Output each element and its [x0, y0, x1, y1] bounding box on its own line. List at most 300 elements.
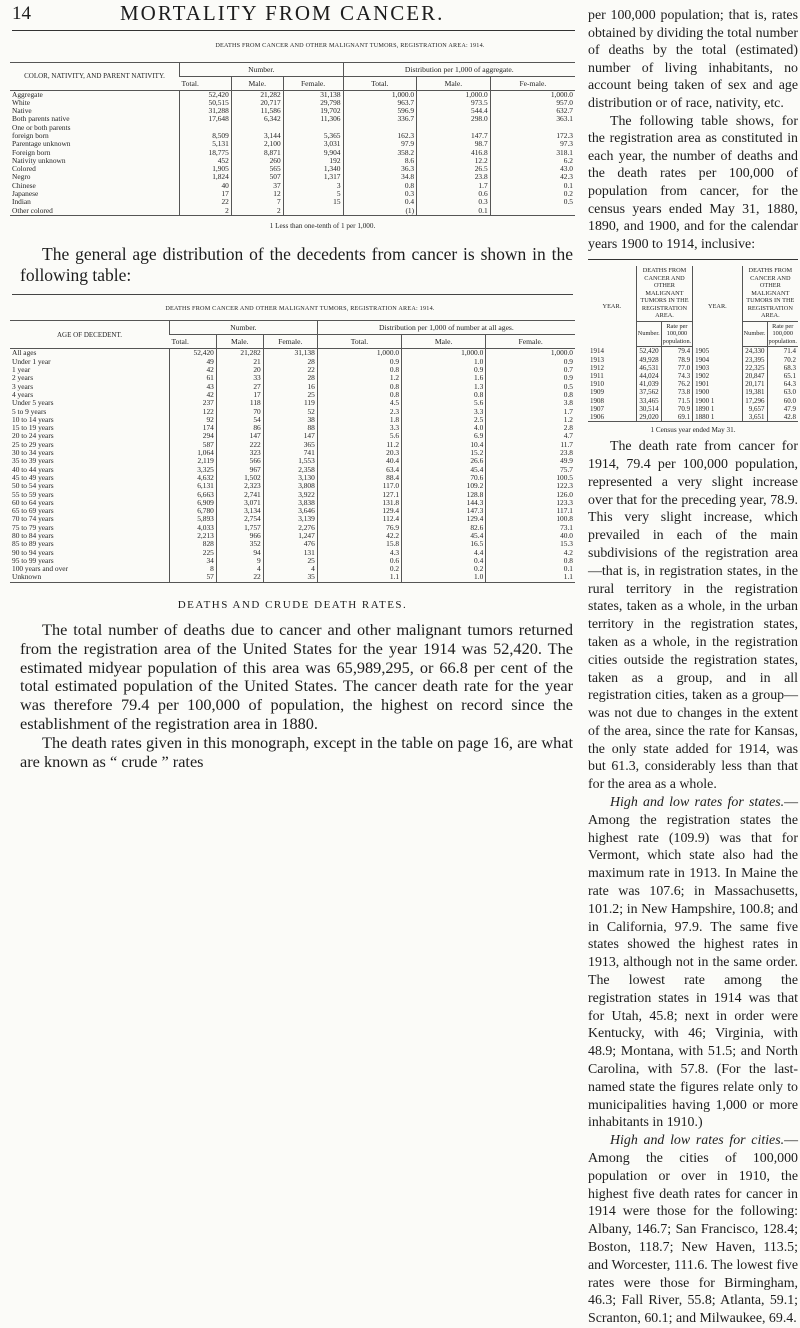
- table-row: [10, 157, 575, 165]
- row-label: 40 to 44 years: [12, 464, 54, 474]
- table2-subheader: Female.: [486, 335, 575, 349]
- cell-value: 15: [283, 198, 343, 206]
- cell-value: 21: [216, 358, 263, 366]
- row-label: All ages: [12, 348, 37, 358]
- cell-value: 40.0: [486, 532, 575, 540]
- cell-value: 3,031: [283, 140, 343, 148]
- table-row: [10, 408, 575, 416]
- cell-value: 9: [216, 557, 263, 565]
- cell-value: 4.7: [486, 432, 575, 440]
- year-rate: 73.8: [661, 388, 693, 396]
- table-row: [10, 374, 575, 382]
- cell-value: 2: [180, 207, 232, 216]
- cell-value: 21,282: [231, 90, 283, 99]
- cell-value: 1.2: [317, 374, 401, 382]
- cell-value: 3,646: [263, 507, 317, 515]
- cell-value: 15.3: [486, 540, 575, 548]
- year-count: 23,395: [742, 356, 767, 364]
- section-heading: DEATHS AND CRUDE DEATH RATES.: [177, 598, 408, 611]
- row-label: Indian: [12, 197, 31, 207]
- cell-value: 966: [216, 532, 263, 540]
- cell-value: 3,139: [263, 515, 317, 523]
- cell-value: 323: [216, 449, 263, 457]
- cell-value: 0.3: [417, 198, 491, 206]
- cell-value: 54: [216, 416, 263, 424]
- cell-value: 122: [170, 408, 217, 416]
- year-count: 3,651: [742, 413, 767, 422]
- cell-value: 28: [263, 358, 317, 366]
- row-label: 4 years: [12, 389, 34, 399]
- table-row: [10, 491, 575, 499]
- cell-value: 352: [216, 540, 263, 548]
- cell-value: 6,131: [170, 482, 217, 490]
- cell-value: 1.6: [402, 374, 486, 382]
- cell-value: 5,893: [170, 515, 217, 523]
- high-low-states-text: —Among the registration states the highest rate (109.9) was that for Vermont, which state also had the maximum rate in 1913. In Maine the rate was 107.6; in Massachusetts, 101.2; in New Hampshire, 100.8; and in California, 97.9. The same five states showed the highest rates in 1913, although not in the same order. The lowest rate among the registration states in 1914 was that for Utah, 45.8; next in order were Kentucky, with 46; Virginia, with 48.9; Montana, with 51.5; and North Carolina, with 57.8. (For the last-named state the figures relate only to municipalities having 1,000 or more inhabitants in 1910.): [588, 795, 798, 1131]
- table-row: [10, 90, 575, 99]
- row-label: 75 to 79 years: [12, 522, 54, 532]
- cell-value: 37: [231, 182, 283, 190]
- cell-value: 16.5: [402, 540, 486, 548]
- cell-value: 957.0: [490, 99, 575, 107]
- table-row: [10, 198, 575, 206]
- cell-value: 1.7: [417, 182, 491, 190]
- t3-number-header-left: Number.: [636, 321, 661, 347]
- cell-value: 2,358: [263, 466, 317, 474]
- cell-value: 3,130: [263, 474, 317, 482]
- row-label: Other colored: [12, 205, 53, 215]
- cell-value: 6,342: [231, 115, 283, 123]
- cell-value: 2.3: [317, 408, 401, 416]
- cell-value: 27: [216, 383, 263, 391]
- cell-value: 1,000.0: [417, 90, 491, 99]
- cell-value: 49.9: [486, 457, 575, 465]
- year-count: 33,465: [636, 397, 661, 405]
- cell-value: 17,648: [180, 115, 232, 123]
- year-rate: 71.5: [661, 397, 693, 405]
- table-row: [10, 358, 575, 366]
- year-rate: 47.9: [767, 405, 798, 413]
- cell-value: 0.8: [317, 391, 401, 399]
- cell-value: 0.4: [343, 198, 417, 206]
- table-age-distribution: [10, 320, 575, 582]
- cell-value: 11,586: [231, 107, 283, 115]
- cell-value: 174: [170, 424, 217, 432]
- cell-value: 43: [170, 383, 217, 391]
- cell-value: 260: [231, 157, 283, 165]
- cell-value: 1,340: [283, 165, 343, 173]
- year-rate: 79.4: [661, 347, 693, 356]
- cell-value: 42: [170, 366, 217, 374]
- high-low-states-lead: High and low rates for states.: [610, 795, 785, 811]
- cell-value: 6.2: [490, 157, 575, 165]
- cell-value: 318.1: [490, 149, 575, 157]
- table-row: [588, 397, 798, 405]
- table-row: [10, 466, 575, 474]
- cell-value: 2.8: [486, 424, 575, 432]
- cell-value: 82.6: [402, 524, 486, 532]
- year-label: 1890 1: [693, 405, 742, 413]
- cell-value: 0.1: [486, 565, 575, 573]
- year-label: 1902: [693, 372, 742, 380]
- cell-value: 2,754: [216, 515, 263, 523]
- row-label: 95 to 99 years: [12, 555, 54, 565]
- cell-value: 3,134: [216, 507, 263, 515]
- cell-value: 88.4: [317, 474, 401, 482]
- cell-value: 25: [263, 557, 317, 565]
- table-death-rates-by-year: [588, 266, 798, 422]
- cell-value: 20: [216, 366, 263, 374]
- cell-value: 298.0: [417, 115, 491, 123]
- cell-value: 4,033: [170, 524, 217, 532]
- cell-value: 38: [263, 416, 317, 424]
- cell-value: 144.3: [402, 499, 486, 507]
- row-label: Chinese: [12, 180, 36, 190]
- year-label: 1910: [590, 380, 604, 389]
- cell-value: 8.6: [343, 157, 417, 165]
- cell-value: 42.2: [317, 532, 401, 540]
- t1-number-header: Number.: [180, 62, 344, 76]
- table-row: [10, 399, 575, 407]
- cell-value: 43.0: [490, 165, 575, 173]
- cell-value: 8,509: [180, 132, 232, 140]
- row-label: 70 to 74 years: [12, 514, 54, 524]
- cell-value: 126.0: [486, 491, 575, 499]
- year-label: 1907: [590, 404, 604, 413]
- cell-value: 52: [263, 408, 317, 416]
- cell-value: 70.6: [402, 474, 486, 482]
- year-count: 22,325: [742, 364, 767, 372]
- t1-col-label: COLOR, NATIVITY, AND PARENT NATIVITY.: [10, 62, 180, 90]
- cell-value: 123.3: [486, 499, 575, 507]
- table-row: [10, 515, 575, 523]
- cell-value: 15.8: [317, 540, 401, 548]
- table-row: [10, 416, 575, 424]
- cell-value: 3.8: [486, 399, 575, 407]
- row-label: 1 year: [12, 365, 31, 375]
- table-row: [10, 424, 575, 432]
- table-row: [10, 149, 575, 157]
- cell-value: 416.8: [417, 149, 491, 157]
- year-rate: 76.2: [661, 380, 693, 388]
- t3-group-caption-left: DEATHS FROM CANCER AND OTHER MALIGNANT TUMORS IN THE REGISTRATION AREA.: [636, 266, 692, 321]
- t3-group-caption-right: DEATHS FROM CANCER AND OTHER MALIGNANT TUMORS IN THE REGISTRATION AREA.: [742, 266, 798, 321]
- table1-subheader: Fe-male.: [490, 76, 575, 90]
- cell-value: 3.3: [402, 408, 486, 416]
- cell-value: 3,325: [170, 466, 217, 474]
- year-rate: 74.3: [661, 372, 693, 380]
- table-row: [10, 366, 575, 374]
- cell-value: 12.2: [417, 157, 491, 165]
- cell-value: 6,909: [170, 499, 217, 507]
- right-paragraph-2: The following table shows, for the registration area as constituted in each year, the number of deaths and the death rates per 100,000 of population from cancer, for the census years ended May 31, 1880, 1890, and 1900, and for the calendar years 1900 to 1914, inclusive:: [588, 113, 798, 252]
- t3-year-header-left: YEAR.: [602, 302, 622, 310]
- cell-value: 963.7: [343, 99, 417, 107]
- cell-value: 57: [170, 573, 217, 582]
- year-label: 1911: [590, 371, 604, 380]
- cell-value: 2.5: [402, 416, 486, 424]
- cell-value: 1.8: [317, 416, 401, 424]
- cell-value: 1,000.0: [402, 349, 486, 358]
- year-rate: 77.0: [661, 364, 693, 372]
- year-label: 1900: [693, 388, 742, 396]
- cell-value: 25: [263, 391, 317, 399]
- running-head: MORTALITY FROM CANCER.: [120, 1, 445, 25]
- cell-value: 8: [170, 565, 217, 573]
- cell-value: 0.8: [317, 366, 401, 374]
- year-count: 52,420: [636, 347, 661, 356]
- cell-value: 94: [216, 549, 263, 557]
- cell-value: 147.3: [402, 507, 486, 515]
- table-row: [10, 391, 575, 399]
- cell-value: 0.9: [317, 358, 401, 366]
- cell-value: 1,000.0: [317, 349, 401, 358]
- cell-value: 11.7: [486, 441, 575, 449]
- year-label: 1908: [590, 396, 604, 405]
- cell-value: 0.2: [402, 565, 486, 573]
- table-row: [10, 99, 575, 107]
- table-row: [588, 372, 798, 380]
- year-label: 1901: [693, 380, 742, 388]
- row-label: 15 to 19 years: [12, 423, 54, 433]
- t3-rate-header-right: Rate per 100,000 population.: [768, 322, 798, 345]
- table-row: [10, 132, 575, 140]
- table-row: [10, 507, 575, 515]
- right-column: [588, 0, 798, 1328]
- table-row: [10, 432, 575, 440]
- row-label: 100 years and over: [12, 564, 69, 574]
- cell-value: 0.8: [343, 182, 417, 190]
- cell-value: 0.9: [486, 358, 575, 366]
- row-label: 25 to 29 years: [12, 439, 54, 449]
- cell-value: 18,775: [180, 149, 232, 157]
- cell-value: 131.8: [317, 499, 401, 507]
- cell-value: 70: [216, 408, 263, 416]
- cell-value: 21,282: [216, 349, 263, 358]
- cell-value: 1,502: [216, 474, 263, 482]
- cell-value: 42.3: [490, 173, 575, 181]
- table1-subheader: Male.: [231, 76, 283, 90]
- cell-value: 100.5: [486, 474, 575, 482]
- cell-value: 0.8: [486, 391, 575, 399]
- cell-value: 3,808: [263, 482, 317, 490]
- cell-value: 587: [170, 441, 217, 449]
- table1-caption: DEATHS FROM CANCER AND OTHER MALIGNANT TUMORS, REGISTRATION AREA: 1914.: [215, 42, 485, 49]
- cell-value: 75.7: [486, 466, 575, 474]
- cell-value: 11,306: [283, 115, 343, 123]
- cell-value: 117.1: [486, 507, 575, 515]
- table-row: [10, 540, 575, 548]
- cell-value: 192: [283, 157, 343, 165]
- cell-value: 17: [216, 391, 263, 399]
- row-label: 60 to 64 years: [12, 497, 54, 507]
- cell-value: 0.9: [402, 366, 486, 374]
- year-label: 1909: [590, 388, 604, 397]
- page-number: 14: [12, 3, 31, 24]
- cell-value: 0.6: [417, 190, 491, 198]
- cell-value: 1,317: [283, 173, 343, 181]
- year-count: 20,171: [742, 380, 767, 388]
- cell-value: 109.2: [402, 482, 486, 490]
- table3-footnote: 1 Census year ended May 31.: [650, 426, 736, 435]
- year-count: 20,847: [742, 372, 767, 380]
- cell-value: 0.3: [343, 190, 417, 198]
- row-label: Foreign born: [12, 147, 51, 157]
- cell-value: 0.8: [317, 383, 401, 391]
- cell-value: 4: [263, 565, 317, 573]
- row-label: 45 to 49 years: [12, 472, 54, 482]
- cell-value: 34: [170, 557, 217, 565]
- cell-value: 1,000.0: [343, 90, 417, 99]
- cell-value: 122.3: [486, 482, 575, 490]
- table1-subheader: Total.: [180, 76, 232, 90]
- year-count: 30,514: [636, 405, 661, 413]
- cell-value: (1): [343, 207, 417, 216]
- cell-value: 52,420: [170, 349, 217, 358]
- year-label: 1913: [590, 355, 604, 364]
- cell-value: 452: [180, 157, 232, 165]
- cell-value: 4.3: [317, 549, 401, 557]
- cell-value: 1.0: [402, 358, 486, 366]
- cell-value: 127.1: [317, 491, 401, 499]
- table-row: [10, 349, 575, 358]
- row-label: Negro: [12, 172, 31, 182]
- cell-value: 0.6: [317, 557, 401, 565]
- cell-value: 507: [231, 173, 283, 181]
- cell-value: 222: [216, 441, 263, 449]
- table2-subheader: Total.: [170, 335, 217, 349]
- year-count: 46,531: [636, 364, 661, 372]
- cell-value: 0.2: [317, 565, 401, 573]
- cell-value: 29,798: [283, 99, 343, 107]
- year-rate: 78.9: [661, 356, 693, 364]
- cell-value: 5.6: [402, 399, 486, 407]
- cell-value: 40: [180, 182, 232, 190]
- year-count: 37,562: [636, 388, 661, 396]
- t2-col-label: AGE OF DECEDENT.: [10, 321, 170, 349]
- cell-value: 336.7: [343, 115, 417, 123]
- cell-value: 0.8: [402, 391, 486, 399]
- cell-value: 45.4: [402, 532, 486, 540]
- cell-value: 4: [216, 565, 263, 573]
- cell-value: 596.9: [343, 107, 417, 115]
- cell-value: 162.3: [343, 132, 417, 140]
- table-row: [588, 405, 798, 413]
- cell-value: 0.7: [486, 366, 575, 374]
- cell-value: 33: [216, 374, 263, 382]
- cell-value: 0.8: [486, 557, 575, 565]
- cell-value: 4.2: [486, 549, 575, 557]
- cell-value: 967: [216, 466, 263, 474]
- row-label: 5 to 9 years: [12, 406, 47, 416]
- table-row: [10, 115, 575, 123]
- cell-value: 97.9: [343, 140, 417, 148]
- cell-value: 741: [263, 449, 317, 457]
- table-row: [588, 347, 798, 356]
- cell-value: 2,276: [263, 524, 317, 532]
- cell-value: 34.8: [343, 173, 417, 181]
- cell-value: 0.5: [486, 383, 575, 391]
- cell-value: 973.5: [417, 99, 491, 107]
- row-label: 10 to 14 years: [12, 414, 54, 424]
- cell-value: 0.4: [402, 557, 486, 565]
- cell-value: 147: [216, 432, 263, 440]
- table-row: [10, 207, 575, 216]
- year-label: 1900 1: [693, 397, 742, 405]
- cell-value: 6.9: [402, 432, 486, 440]
- cell-value: 4.5: [317, 399, 401, 407]
- t3-number-header-right: Number.: [742, 321, 767, 347]
- cell-value: 36.3: [343, 165, 417, 173]
- right-paragraph-1: per 100,000 population; that is, rates obtained by dividing the total number of deaths by the total (estimated) number of living inhabitants, no account being taken of sex and age distribution or of race, nativity, etc.: [588, 8, 798, 111]
- cell-value: 3.3: [317, 424, 401, 432]
- row-label: Under 1 year: [12, 356, 51, 366]
- cell-value: 61: [170, 374, 217, 382]
- table-row: [10, 565, 575, 573]
- year-rate: 60.0: [767, 397, 798, 405]
- cell-value: 98.7: [417, 140, 491, 148]
- cell-value: 118: [216, 399, 263, 407]
- cell-value: 73.1: [486, 524, 575, 532]
- year-label: 1904: [693, 356, 742, 364]
- table-row: [10, 449, 575, 457]
- row-label: 90 to 94 years: [12, 547, 54, 557]
- year-count: 17,296: [742, 397, 767, 405]
- cell-value: 8,871: [231, 149, 283, 157]
- table2-subheader: Female.: [263, 335, 317, 349]
- cell-value: 26.5: [417, 165, 491, 173]
- row-label: Both parents native: [12, 114, 70, 124]
- right-paragraph-5: [588, 1132, 798, 1328]
- year-count: 44,024: [636, 372, 661, 380]
- cell-value: 1.2: [486, 416, 575, 424]
- cell-value: 0.9: [486, 374, 575, 382]
- row-label: Colored: [12, 164, 36, 174]
- cell-value: 476: [263, 540, 317, 548]
- table-row: [10, 383, 575, 391]
- cell-value: 7: [231, 198, 283, 206]
- cell-value: 15.2: [402, 449, 486, 457]
- cell-value: 49: [170, 358, 217, 366]
- left-paragraph-2: The death rates given in this monograph, except in the table on page 16, are what are known as “ crude ” rates: [20, 733, 573, 772]
- cell-value: 23.8: [417, 173, 491, 181]
- cell-value: 22: [263, 366, 317, 374]
- cell-value: 3,922: [263, 491, 317, 499]
- header-rule: [12, 30, 575, 31]
- cell-value: 1,247: [263, 532, 317, 540]
- cell-value: 76.9: [317, 524, 401, 532]
- cell-value: 565: [231, 165, 283, 173]
- row-label: 20 to 24 years: [12, 431, 54, 441]
- table-row: [10, 482, 575, 490]
- table-row: [10, 573, 575, 582]
- cell-value: 26.6: [402, 457, 486, 465]
- cell-value: 1.1: [317, 573, 401, 582]
- cell-value: 294: [170, 432, 217, 440]
- table-row: [10, 124, 575, 132]
- table-row: [10, 557, 575, 565]
- cell-value: 6,663: [170, 491, 217, 499]
- year-rate: 63.0: [767, 388, 798, 396]
- table-row: [10, 165, 575, 173]
- t2-dist-header: Distribution per 1,000 of number at all ages.: [317, 321, 575, 335]
- row-label: 35 to 39 years: [12, 456, 54, 466]
- year-rate: 71.4: [767, 347, 798, 356]
- cell-value: 40.4: [317, 457, 401, 465]
- row-label: 2 years: [12, 373, 34, 383]
- cell-value: 92: [170, 416, 217, 424]
- year-rate: 42.8: [767, 413, 798, 422]
